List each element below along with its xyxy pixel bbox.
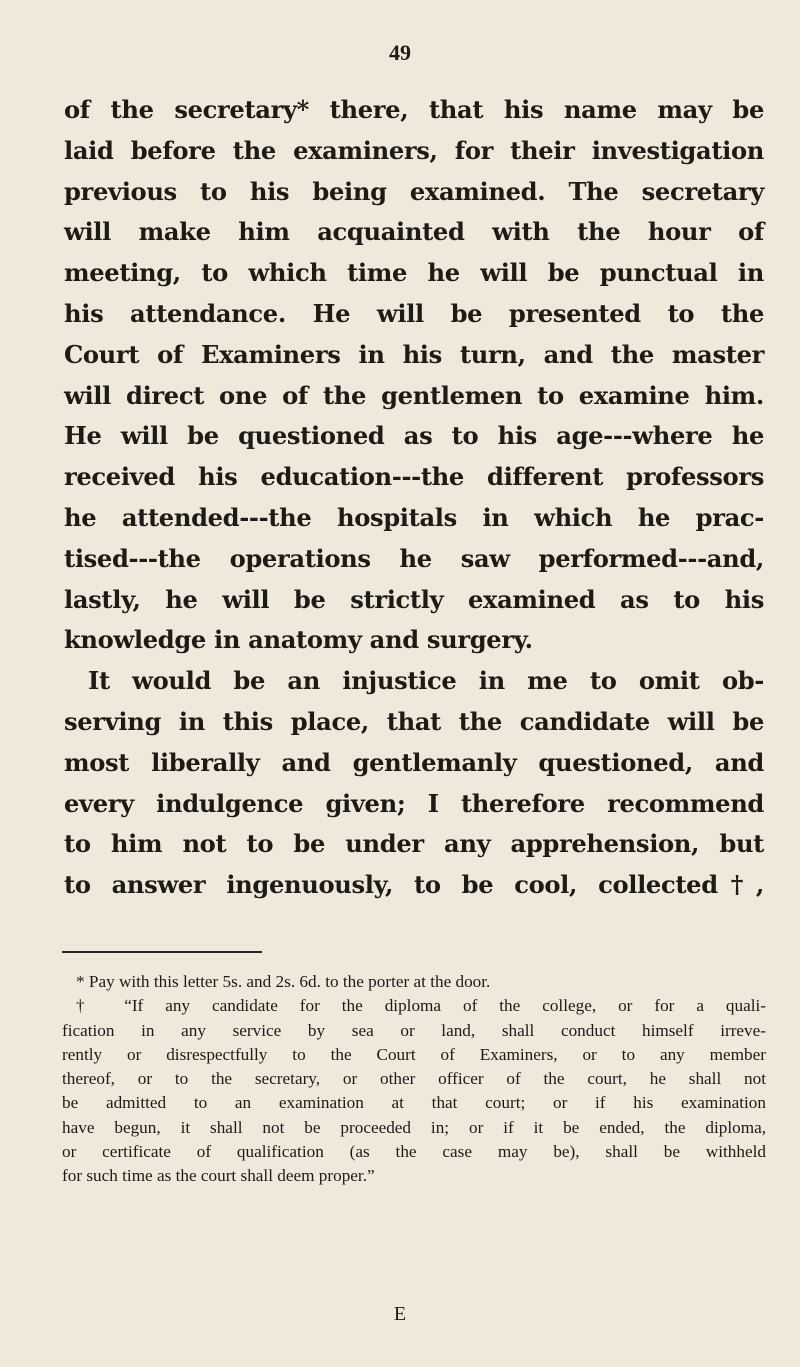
footnote-line: or certificate of qualification (as the case may be), shall be withheld xyxy=(62,1142,766,1162)
footnote-line: fication in any service by sea or land, shall conduct himself irreve- xyxy=(62,1020,766,1040)
body-line: of the secretary* there, that his name may be xyxy=(64,95,764,124)
body-line: most liberally and gentlemanly questioned, and xyxy=(64,747,764,777)
footnote-line: rently or disrespectfully to the Court of Examiners, or to any member xyxy=(62,1044,766,1064)
body-line: Court of Examiners in his turn, and the master xyxy=(64,339,764,369)
body-line: lastly, he will be strictly examined as to his xyxy=(64,584,764,614)
page-number: 49 xyxy=(389,40,411,65)
signature-mark: E xyxy=(393,1303,407,1325)
footnote-line: be admitted to an examination at that court; or if his examination xyxy=(62,1093,766,1113)
body-line: received his education---the different professors xyxy=(64,462,764,492)
body-line: previous to his being examined. The secretary xyxy=(64,176,764,206)
body-line: will make him acquainted with the hour of xyxy=(64,217,764,247)
body-line: meeting, to which time he will be punctual in xyxy=(64,258,764,288)
body-line: laid before the examiners, for their investigation xyxy=(64,135,764,165)
body-line: will direct one of the gentlemen to examine him. xyxy=(64,380,764,410)
body-line: to him not to be under any apprehension, but xyxy=(64,829,764,859)
body-text xyxy=(64,90,764,906)
footnote-line: have begun, it shall not be proceeded in; or if it be ended, the diploma, xyxy=(62,1117,766,1137)
footnote-rule xyxy=(62,951,262,953)
body-line: every indulgence given; I therefore recommend xyxy=(64,788,764,818)
body-line: he attended---the hospitals in which he prac- xyxy=(64,502,764,532)
body-line: tised---the operations he saw performed---and, xyxy=(64,543,764,573)
body-line: to answer ingenuously, to be cool, collected†, xyxy=(64,870,764,900)
footnote-line: † “If any candidate for the diploma of the college, or for a quali- xyxy=(76,996,766,1016)
body-line: his attendance. He will be presented to the xyxy=(64,298,764,328)
footnote-line: * Pay with this letter 5s. and 2s. 6d. to the porter at the door. xyxy=(76,972,491,991)
body-line: knowledge in anatomy and surgery. xyxy=(64,625,533,655)
footnotes xyxy=(62,970,766,1189)
footnote-line: thereof, or to the secretary, or other officer of the court, he shall not xyxy=(62,1069,766,1089)
paragraph-start-line: It would be an injustice in me to omit ob- xyxy=(88,666,764,696)
body-line: He will be questioned as to his age---where he xyxy=(64,421,764,451)
body-line: serving in this place, that the candidate will be xyxy=(64,706,764,736)
footnote-line: for such time as the court shall deem proper.” xyxy=(62,1166,375,1186)
